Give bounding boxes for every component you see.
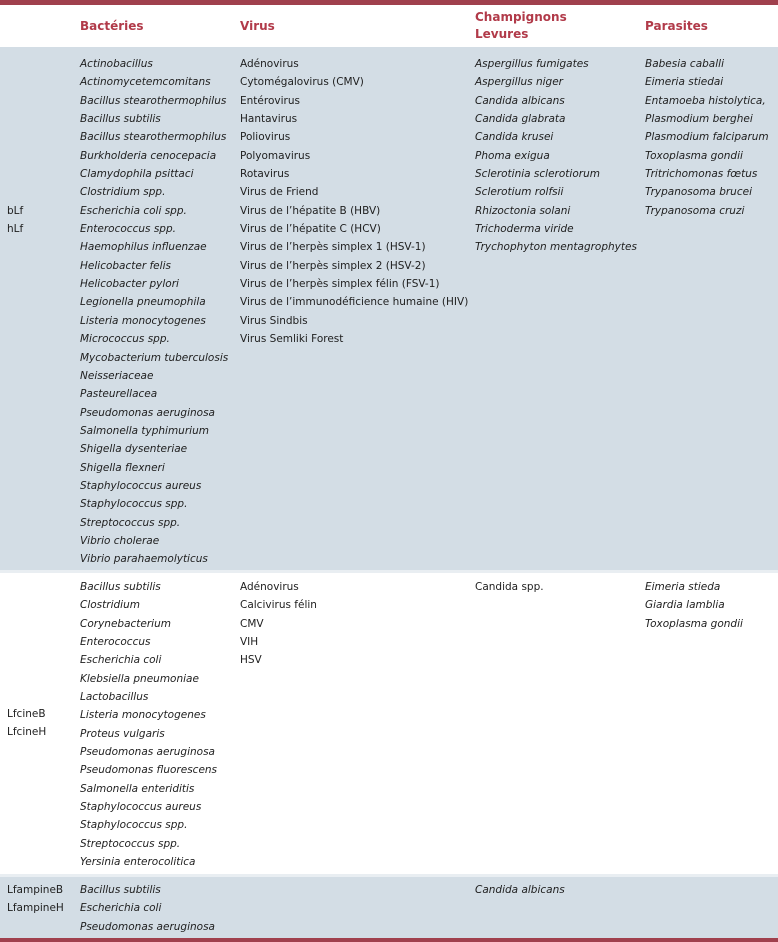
list-item: Actinomycetemcomitans <box>80 76 211 89</box>
list-item: Burkholderia cenocepacia <box>80 149 217 162</box>
list-bacteries-blf <box>80 55 228 569</box>
list-item: Helicobacter pylori <box>80 278 179 291</box>
row-label-blf-hlf: bLf hLf <box>7 205 24 236</box>
list-item: Cytomégalovirus (CMV) <box>240 76 364 89</box>
list-item: Salmonella typhimurium <box>80 424 209 437</box>
list-item: Virus de l’herpès simplex félin (FSV-1) <box>240 278 440 291</box>
list-item: Babesia caballi <box>645 58 724 70</box>
list-champignons-lfampine <box>475 881 565 899</box>
list-item: Poliovirus <box>240 131 291 144</box>
list-item: Entérovirus <box>240 94 300 107</box>
list-item: Virus Semliki Forest <box>240 333 344 346</box>
list-item: Plasmodium falciparum <box>645 131 769 144</box>
list-item: Entamoeba histolytica, <box>645 94 766 107</box>
list-item: Escherichia coli <box>80 902 162 915</box>
list-item: Virus Sindbis <box>240 314 308 327</box>
list-item: Legionella pneumophila <box>80 296 206 309</box>
list-item: Pseudomonas aeruginosa <box>80 406 215 419</box>
row-section-blf-hlf <box>0 47 778 570</box>
list-item: VIH <box>240 636 259 649</box>
list-item: Trypanosoma cruzi <box>645 204 745 217</box>
list-item: Toxoplasma gondii <box>645 617 743 630</box>
list-item: Aspergillus niger <box>475 76 563 89</box>
bottom-border <box>0 938 778 942</box>
list-item: Bacillus stearothermophilus <box>80 94 227 107</box>
list-item: Pseudomonas aeruginosa <box>80 746 215 759</box>
list-item: Micrococcus spp. <box>80 333 170 346</box>
list-item: Eimeria stieda <box>645 581 721 593</box>
list-item: Helicobacter felis <box>80 259 171 272</box>
list-item: Listeria monocytogenes <box>80 709 206 722</box>
list-item: Bacillus subtilis <box>80 113 161 126</box>
list-item: Candida spp. <box>475 581 544 593</box>
header-bacteries: Bactéries <box>80 18 144 33</box>
list-item: Clamydophila psittaci <box>80 168 194 181</box>
list-parasites-blf <box>645 55 769 220</box>
list-virus-lfcine <box>240 578 317 670</box>
list-item: Trychophyton mentagrophytes <box>475 241 637 254</box>
list-parasites-lfcine <box>645 578 743 633</box>
list-item: Calcivirus félin <box>240 599 317 612</box>
list-bacteries-lfampine <box>80 881 215 936</box>
list-item: Rotavirus <box>240 168 290 181</box>
list-item: Neisseriaceae <box>80 369 154 382</box>
list-item: Aspergillus fumigates <box>475 58 589 70</box>
header-parasites: Parasites <box>645 18 708 33</box>
row-label-lfampine: LfampineB LfampineH <box>7 884 64 915</box>
list-bacteries-lfcine <box>80 578 217 872</box>
list-item: Actinobacillus <box>80 58 153 70</box>
list-item: Candida albicans <box>475 94 565 107</box>
list-item: CMV <box>240 617 264 630</box>
list-item: Trichoderma viride <box>475 223 574 236</box>
list-item: Virus de l’herpès simplex 1 (HSV-1) <box>240 241 426 254</box>
list-item: Escherichia coli <box>80 654 162 667</box>
list-item: Virus de l’herpès simplex 2 (HSV-2) <box>240 259 426 272</box>
list-item: Candida krusei <box>475 131 554 144</box>
list-item: Bacillus subtilis <box>80 581 161 593</box>
list-item: Enterococcus <box>80 636 151 649</box>
list-item: Sclerotinia sclerotiorum <box>475 168 600 181</box>
table-header <box>0 5 778 47</box>
list-item: Streptococcus spp. <box>80 516 181 529</box>
list-item: Shigella dysenteriae <box>80 443 188 456</box>
list-item: Polyomavirus <box>240 149 311 162</box>
list-item: Bacillus subtilis <box>80 884 161 896</box>
list-item: Mycobacterium tuberculosis <box>80 351 229 364</box>
list-item: Phoma exigua <box>475 149 550 162</box>
list-item: Candida glabrata <box>475 113 566 126</box>
list-item: Staphylococcus spp. <box>80 819 188 832</box>
list-item: Clostridium spp. <box>80 186 166 199</box>
list-item: Giardia lamblia <box>645 599 725 612</box>
list-item: Haemophilus influenzae <box>80 241 207 254</box>
list-item: Adénovirus <box>240 58 299 70</box>
list-item: Yersinia enterocolitica <box>80 856 196 869</box>
list-item: Streptococcus spp. <box>80 837 181 850</box>
list-item: Pasteurellacea <box>80 388 158 401</box>
list-item: Proteus vulgaris <box>80 727 165 740</box>
list-item: Adénovirus <box>240 581 299 593</box>
header-champignons-levures: Champignons Levures <box>475 10 567 41</box>
list-champignons-lfcine <box>475 578 544 596</box>
list-item: Staphylococcus spp. <box>80 498 188 511</box>
list-item: Trypanosoma brucei <box>645 186 752 199</box>
list-item: Pseudomonas aeruginosa <box>80 920 215 933</box>
list-item: Salmonella enteriditis <box>80 782 195 795</box>
list-item: Eimeria stiedai <box>645 76 724 89</box>
list-item: Virus de l’hépatite B (HBV) <box>240 204 381 217</box>
list-champignons-blf <box>475 55 637 257</box>
list-item: Sclerotium rolfsii <box>475 186 564 199</box>
list-item: Corynebacterium <box>80 617 171 630</box>
list-item: Lactobacillus <box>80 691 149 704</box>
list-item: Virus de l’hépatite C (HCV) <box>240 223 381 236</box>
list-item: Virus de Friend <box>240 186 319 199</box>
row-label-lfcine: LfcineB LfcineH <box>7 708 47 739</box>
list-item: Hantavirus <box>240 113 298 126</box>
list-item: Staphylococcus aureus <box>80 479 202 492</box>
list-item: Plasmodium berghei <box>645 113 753 126</box>
list-item: Escherichia coli spp. <box>80 204 187 217</box>
list-item: Vibrio cholerae <box>80 534 160 547</box>
list-item: Rhizoctonia solani <box>475 204 571 217</box>
list-item: Pseudomonas fluorescens <box>80 764 218 777</box>
list-item: Vibrio parahaemolyticus <box>80 553 208 566</box>
list-item: HSV <box>240 654 262 667</box>
list-item: Bacillus stearothermophilus <box>80 131 227 144</box>
list-item: Listeria monocytogenes <box>80 314 206 327</box>
list-item: Shigella flexneri <box>80 461 165 474</box>
list-item: Virus de l’immunodéficience humaine (HIV) <box>240 296 469 309</box>
row-section-lfcine <box>0 573 778 874</box>
list-item: Candida albicans <box>475 884 565 896</box>
header-virus: Virus <box>240 18 275 33</box>
list-item: Enterococcus spp. <box>80 223 176 236</box>
list-virus-blf <box>240 55 468 349</box>
list-item: Toxoplasma gondii <box>645 149 743 162</box>
list-item: Staphylococcus aureus <box>80 801 202 814</box>
list-item: Clostridium <box>80 599 140 612</box>
list-item: Tritrichomonas fœtus <box>645 168 758 181</box>
list-item: Klebsiella pneumoniae <box>80 672 199 685</box>
row-section-lfampine <box>0 877 778 938</box>
